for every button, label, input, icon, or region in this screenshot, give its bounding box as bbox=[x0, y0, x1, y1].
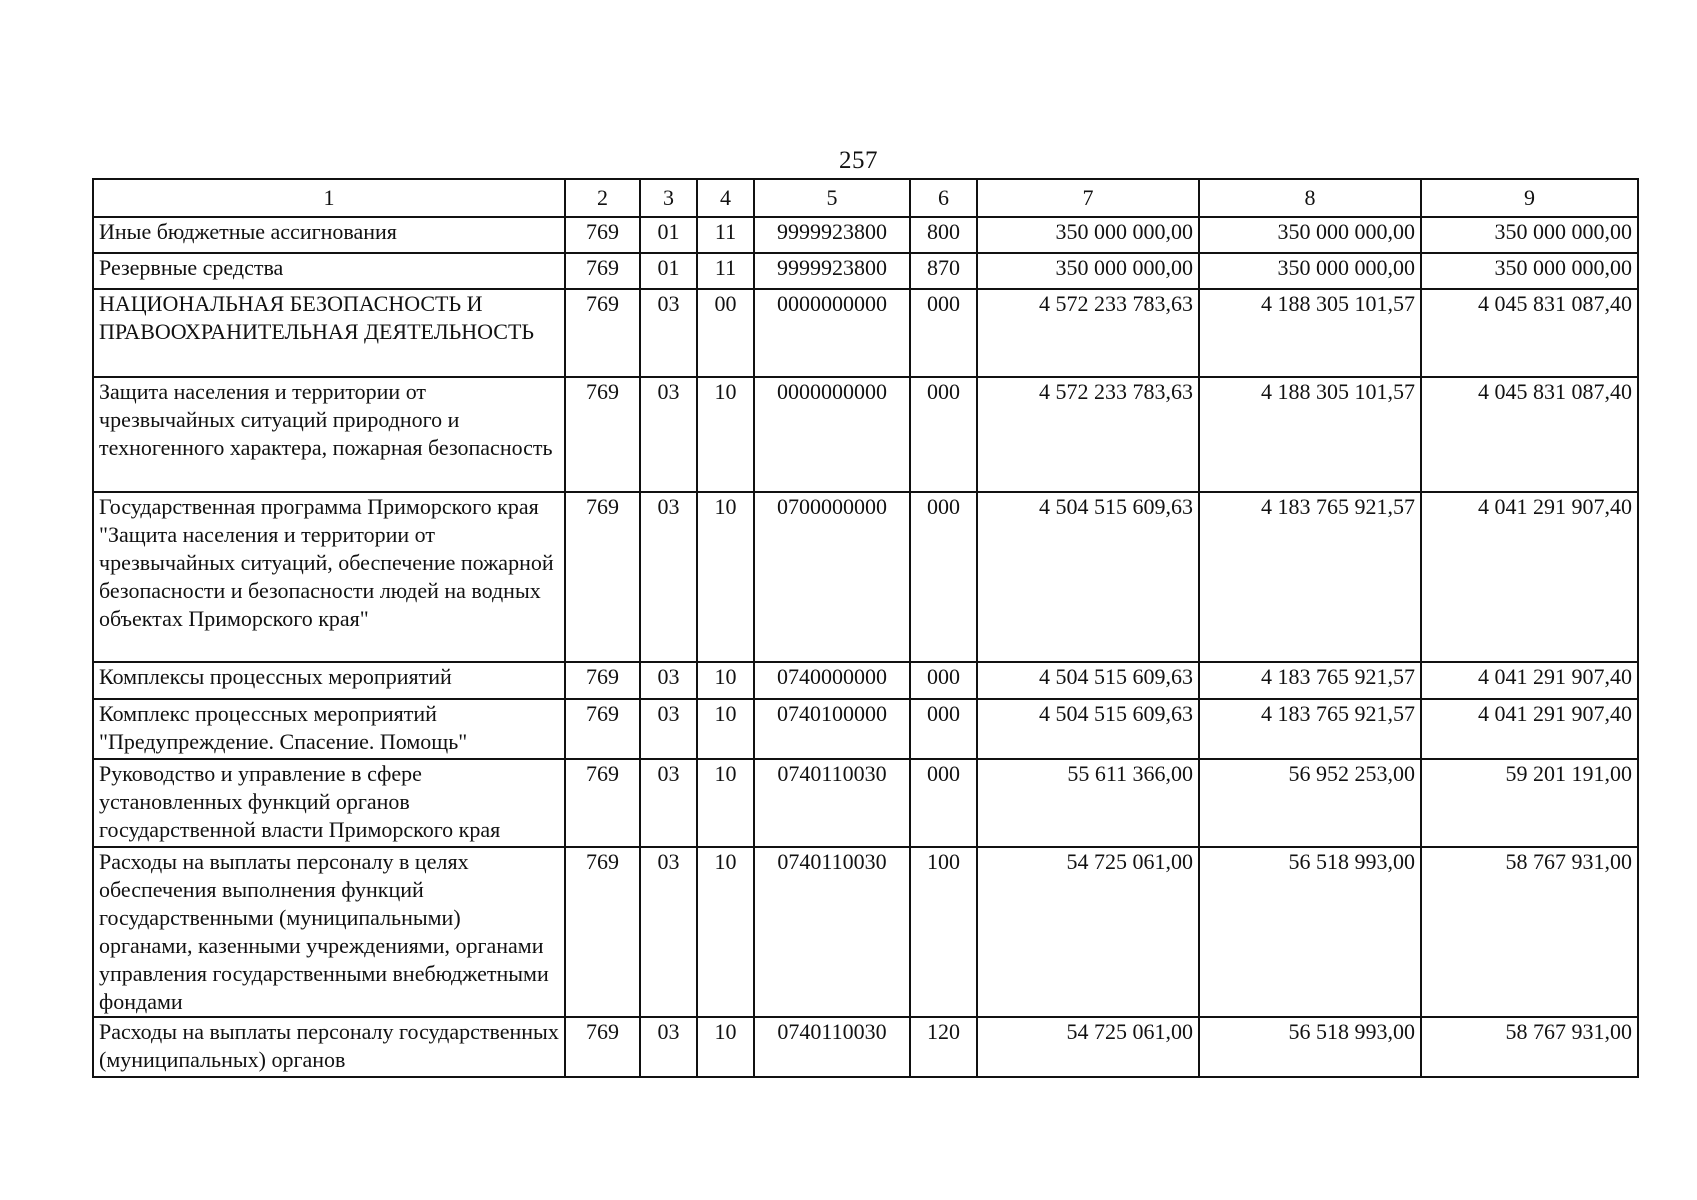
expense-type-code: 000 bbox=[910, 699, 977, 759]
subsection-code: 00 bbox=[697, 289, 754, 377]
section-code: 03 bbox=[640, 662, 697, 699]
ministry-code: 769 bbox=[565, 662, 640, 699]
row-name: Руководство и управление в сфере установленных функций органов государственной власти Приморского края bbox=[93, 759, 565, 847]
table-row bbox=[93, 759, 1638, 847]
section-code: 03 bbox=[640, 377, 697, 492]
header-cell: 3 bbox=[640, 179, 697, 217]
amount-col9: 4 041 291 907,40 bbox=[1421, 662, 1638, 699]
target-article-code: 0700000000 bbox=[754, 492, 910, 662]
amount-col7: 55 611 366,00 bbox=[977, 759, 1199, 847]
amount-col8: 4 188 305 101,57 bbox=[1199, 289, 1421, 377]
table-row bbox=[93, 662, 1638, 699]
row-name: Государственная программа Приморского края "Защита населения и территории от чрезвычайных ситуаций, обеспечение пожарной безопасности и безопасности людей на водных объектах Приморского края" bbox=[93, 492, 565, 662]
subsection-code: 10 bbox=[697, 847, 754, 1017]
amount-col9: 4 045 831 087,40 bbox=[1421, 377, 1638, 492]
ministry-code: 769 bbox=[565, 289, 640, 377]
target-article-code: 0000000000 bbox=[754, 289, 910, 377]
amount-col9: 4 045 831 087,40 bbox=[1421, 289, 1638, 377]
ministry-code: 769 bbox=[565, 699, 640, 759]
amount-col7: 4 572 233 783,63 bbox=[977, 289, 1199, 377]
subsection-code: 10 bbox=[697, 1017, 754, 1077]
expense-type-code: 800 bbox=[910, 217, 977, 253]
target-article-code: 0740100000 bbox=[754, 699, 910, 759]
header-cell: 9 bbox=[1421, 179, 1638, 217]
expense-type-code: 000 bbox=[910, 492, 977, 662]
section-code: 03 bbox=[640, 847, 697, 1017]
amount-col9: 58 767 931,00 bbox=[1421, 1017, 1638, 1077]
header-cell: 6 bbox=[910, 179, 977, 217]
subsection-code: 10 bbox=[697, 699, 754, 759]
table-row bbox=[93, 289, 1638, 377]
row-name: Резервные средства bbox=[93, 253, 565, 289]
row-name: Иные бюджетные ассигнования bbox=[93, 217, 565, 253]
amount-col7: 4 504 515 609,63 bbox=[977, 662, 1199, 699]
subsection-code: 10 bbox=[697, 492, 754, 662]
section-code: 03 bbox=[640, 699, 697, 759]
page-number: 257 bbox=[839, 147, 878, 174]
section-code: 03 bbox=[640, 759, 697, 847]
header-cell: 7 bbox=[977, 179, 1199, 217]
amount-col7: 54 725 061,00 bbox=[977, 847, 1199, 1017]
subsection-code: 11 bbox=[697, 217, 754, 253]
subsection-code: 10 bbox=[697, 662, 754, 699]
header-cell: 8 bbox=[1199, 179, 1421, 217]
table-row bbox=[93, 253, 1638, 289]
expense-type-code: 870 bbox=[910, 253, 977, 289]
target-article-code: 0740000000 bbox=[754, 662, 910, 699]
table-row bbox=[93, 377, 1638, 492]
row-name: Комплекс процессных мероприятий "Предупреждение. Спасение. Помощь" bbox=[93, 699, 565, 759]
header-cell: 1 bbox=[93, 179, 565, 217]
row-name: Расходы на выплаты персоналу в целях обеспечения выполнения функций государственными (муниципальными) органами, казенными учреждениями, органами управления государственными внебюджетными фондами bbox=[93, 847, 565, 1017]
expense-type-code: 000 bbox=[910, 289, 977, 377]
ministry-code: 769 bbox=[565, 1017, 640, 1077]
expense-type-code: 000 bbox=[910, 759, 977, 847]
amount-col8: 350 000 000,00 bbox=[1199, 253, 1421, 289]
header-cell: 2 bbox=[565, 179, 640, 217]
amount-col7: 4 504 515 609,63 bbox=[977, 699, 1199, 759]
row-name: Защита населения и территории от чрезвычайных ситуаций природного и техногенного характера, пожарная безопасность bbox=[93, 377, 565, 492]
target-article-code: 0000000000 bbox=[754, 377, 910, 492]
amount-col8: 4 183 765 921,57 bbox=[1199, 699, 1421, 759]
table-row bbox=[93, 847, 1638, 1017]
row-name: Комплексы процессных мероприятий bbox=[93, 662, 565, 699]
ministry-code: 769 bbox=[565, 217, 640, 253]
amount-col8: 350 000 000,00 bbox=[1199, 217, 1421, 253]
ministry-code: 769 bbox=[565, 847, 640, 1017]
target-article-code: 0740110030 bbox=[754, 1017, 910, 1077]
target-article-code: 9999923800 bbox=[754, 253, 910, 289]
amount-col8: 4 183 765 921,57 bbox=[1199, 492, 1421, 662]
section-code: 03 bbox=[640, 1017, 697, 1077]
subsection-code: 11 bbox=[697, 253, 754, 289]
ministry-code: 769 bbox=[565, 759, 640, 847]
amount-col7: 350 000 000,00 bbox=[977, 217, 1199, 253]
table-row bbox=[93, 492, 1638, 662]
table-row bbox=[93, 699, 1638, 759]
expense-type-code: 000 bbox=[910, 662, 977, 699]
header-row bbox=[93, 179, 1638, 217]
header-cell: 5 bbox=[754, 179, 910, 217]
table-row bbox=[93, 1017, 1638, 1077]
expense-type-code: 000 bbox=[910, 377, 977, 492]
ministry-code: 769 bbox=[565, 492, 640, 662]
expense-type-code: 100 bbox=[910, 847, 977, 1017]
amount-col7: 54 725 061,00 bbox=[977, 1017, 1199, 1077]
amount-col9: 350 000 000,00 bbox=[1421, 253, 1638, 289]
section-code: 01 bbox=[640, 253, 697, 289]
section-code: 03 bbox=[640, 289, 697, 377]
budget-table bbox=[92, 178, 1639, 1078]
section-code: 03 bbox=[640, 492, 697, 662]
subsection-code: 10 bbox=[697, 377, 754, 492]
row-name: Расходы на выплаты персоналу государственных (муниципальных) органов bbox=[93, 1017, 565, 1077]
amount-col8: 56 518 993,00 bbox=[1199, 847, 1421, 1017]
amount-col9: 4 041 291 907,40 bbox=[1421, 699, 1638, 759]
target-article-code: 0740110030 bbox=[754, 847, 910, 1017]
amount-col9: 4 041 291 907,40 bbox=[1421, 492, 1638, 662]
row-name: НАЦИОНАЛЬНАЯ БЕЗОПАСНОСТЬ И ПРАВООХРАНИТЕЛЬНАЯ ДЕЯТЕЛЬНОСТЬ bbox=[93, 289, 565, 377]
amount-col8: 4 188 305 101,57 bbox=[1199, 377, 1421, 492]
amount-col8: 56 518 993,00 bbox=[1199, 1017, 1421, 1077]
ministry-code: 769 bbox=[565, 377, 640, 492]
amount-col8: 4 183 765 921,57 bbox=[1199, 662, 1421, 699]
section-code: 01 bbox=[640, 217, 697, 253]
amount-col9: 350 000 000,00 bbox=[1421, 217, 1638, 253]
expense-type-code: 120 bbox=[910, 1017, 977, 1077]
header-cell: 4 bbox=[697, 179, 754, 217]
amount-col8: 56 952 253,00 bbox=[1199, 759, 1421, 847]
amount-col9: 58 767 931,00 bbox=[1421, 847, 1638, 1017]
ministry-code: 769 bbox=[565, 253, 640, 289]
target-article-code: 9999923800 bbox=[754, 217, 910, 253]
amount-col7: 4 504 515 609,63 bbox=[977, 492, 1199, 662]
amount-col7: 350 000 000,00 bbox=[977, 253, 1199, 289]
table-row bbox=[93, 217, 1638, 253]
amount-col7: 4 572 233 783,63 bbox=[977, 377, 1199, 492]
target-article-code: 0740110030 bbox=[754, 759, 910, 847]
amount-col9: 59 201 191,00 bbox=[1421, 759, 1638, 847]
subsection-code: 10 bbox=[697, 759, 754, 847]
